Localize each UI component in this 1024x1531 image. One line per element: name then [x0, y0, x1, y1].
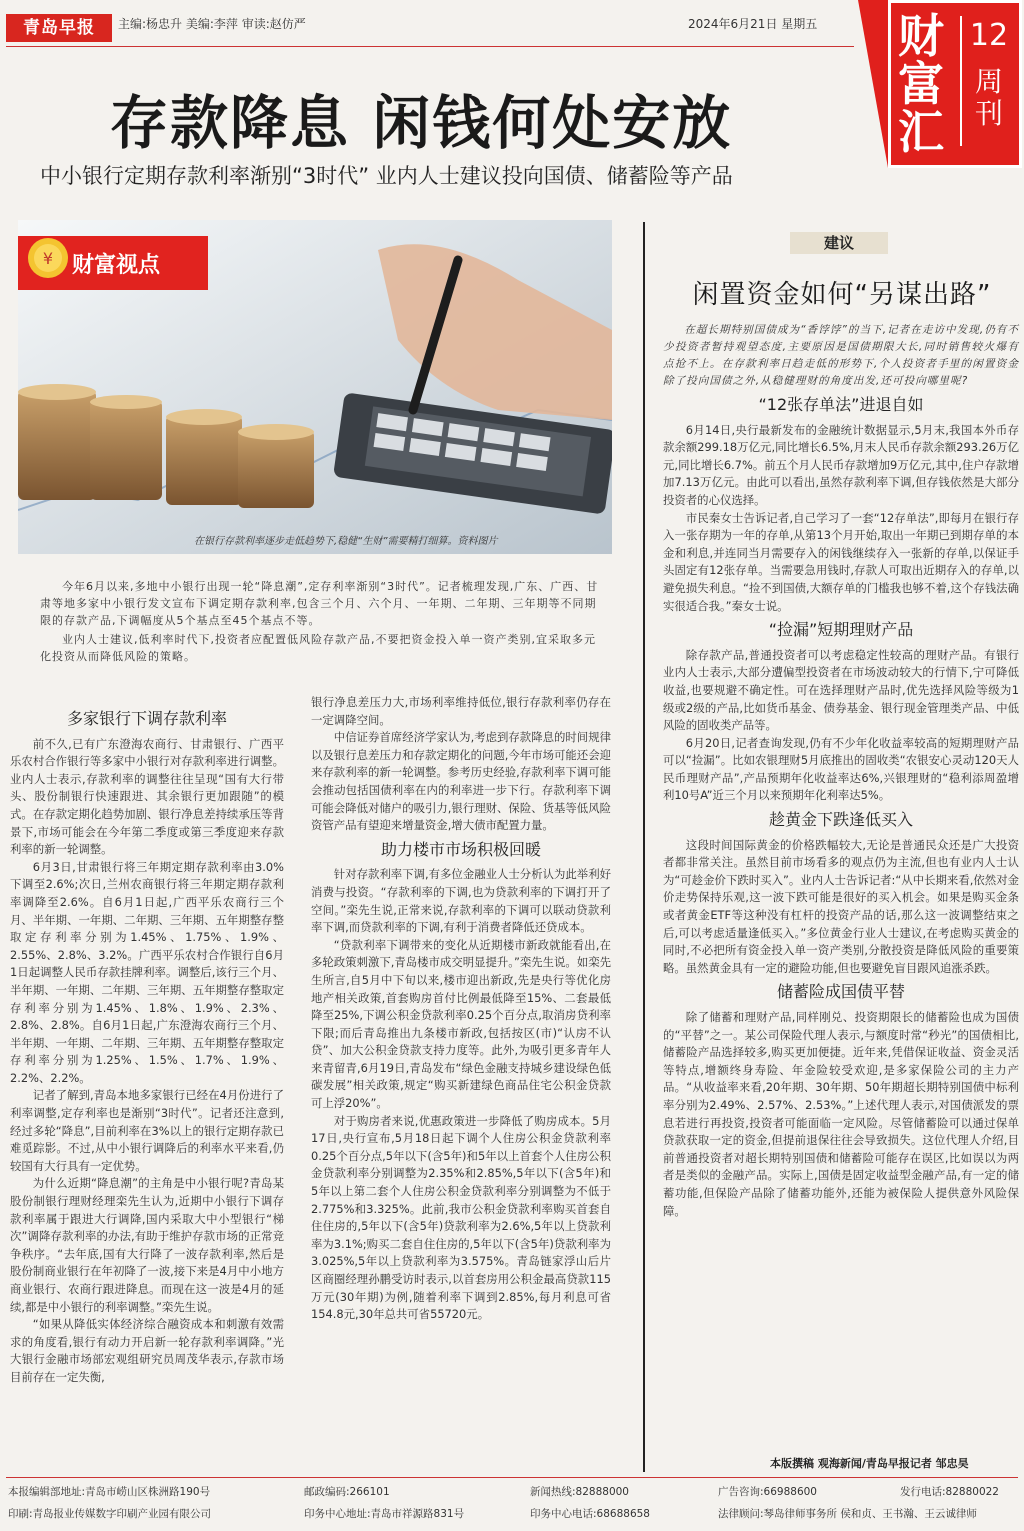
- body-para: 6月3日,甘肃银行将三年期定期存款利率由3.0%下调至2.6%;次日,兰州农商银行将三年期定期存款利率调降至2.6%。自6月1日起,广西平乐农商行三个月、半年期、一年期、二年期、三年期、五年期整存整取定存利率分别为1.45%、1.75%、1.9%、2.55%、2.8%、3.2%。广西平乐农村合作银行自6月1日起调整人民币存款挂牌利率。调整后,该行三个月、半年期、一年期、二年期、三年期、五年期整存整取定存利率分别为1.45%、1.8%、1.9%、2.3%、2.8%、2.8%。自6月1日起,广东澄海农商行三个月、半年期、一年期、二年期、三年期、五年期整存整取定存利率分别为1.25%、1.5%、1.7%、1.9%、2.2%、2.2%。: [10, 859, 284, 1085]
- body-para: 6月14日,央行最新发布的金融统计数据显示,5月末,我国本外币存款余额299.18万亿元,同比增长6.5%,月末人民币存款余额293.26万亿元,同比增长6.7%。前五个月人民币存款增加9万亿元,其中,住户存款增加7.13万亿元。由此可以看出,虽然存款利率下调,但存钱依然是大部分投资者的心仪选择。: [663, 422, 1019, 507]
- footer-hotline: 新闻热线:82888000: [530, 1486, 629, 1498]
- intro-para: 今年6月以来,多地中小银行出现一轮“降息潮”,定存利率渐别“3时代”。记者梳理发现,广东、广西、甘肃等地多家中小银行发文宣布下调定期存款利率,包含三个月、六个月、一年期、二年期、三年期等不同期限的存款产品,下调幅度从5个基点至45个基点不等。: [40, 580, 599, 627]
- section-heading: “12张存单法”进退自如: [758, 395, 924, 414]
- sidebar-lead: 在超长期特别国债成为“香饽饽”的当下,记者在走访中发现,仍有不少投资者暂持观望态度,主要原因是国债期限大长,同时销售较火爆有点抢不上。在存款利率日趋走低的形势下,个人投资者手里的闲置资金除了投向国债之外,从稳健理财的角度出发,还可投向哪里呢?: [663, 324, 1019, 387]
- section-brand-name: 财富汇: [898, 9, 944, 159]
- footer-postcode: 邮政编码:266101: [304, 1486, 390, 1498]
- footer-printer: 印刷:青岛报业传媒数字印刷产业园有限公司: [8, 1508, 212, 1520]
- body-para: “贷款利率下调带来的变化从近期楼市新政就能看出,在多轮政策刺激下,青岛楼市成交明显提升。”栾先生说。如栾先生所言,自5月中下旬以来,楼市迎出新政,先是央行等优化房地产相关政策,首套购房首付比例最低降至15%、二套最低降至25%,下调公积金贷款利率0.25个百分点,取消房贷利率下限;而后青岛推出九条楼市新政,包括按区(市)“认房不认贷”、加大公积金贷款支持力度等。此外,为吸引更多青年人来青留青,6月19日,青岛发布“绿色金融支持城乡建设绿色低碳发展”相关政策,规定“购买新建绿色商品住宅公积金贷款可上浮20%”。: [311, 937, 611, 1111]
- body-para: 银行净息差压力大,市场利率维持低位,银行存款利率仍存在一定调降空间。: [311, 695, 611, 727]
- footer-print-address: 印务中心地址:青岛市祥源路831号: [304, 1508, 465, 1520]
- body-para: 前不久,已有广东澄海农商行、甘肃银行、广西平乐农村合作银行等多家中小银行对存款利率进行调整。业内人士表示,存款利率的调整往往呈现“国有大行带头、股份制银行快速跟进、其余银行更加跟随”的模式。在存款定期化趋势加剧、银行净息差持续承压等背景下,市场可能会在今年第二季度或第三季度迎来存款利率的新一轮调整。: [10, 736, 284, 857]
- footer-rule: [6, 1477, 1018, 1478]
- footer-ad-phone: 广告咨询:66988600: [718, 1486, 817, 1498]
- newspaper-logo: 青岛早报: [6, 14, 112, 42]
- body-para: 除了储蓄和理财产品,同样刚兑、投资期限长的储蓄险也成为国债的“平替”之一。某公司保险代理人表示,与额度时常“秒光”的国债相比,储蓄险产品选择较多,购买更加便捷。近年来,凭借保证收益、资金灵活等特点,增额终身寿险、年金险较受欢迎,是多家保险公司的主力产品。“从收益率来看,20年期、30年期、50年期超长期特别国债中标利率分别为2.49%、2.57%、2.53%。”上述代理人表示,对国债派发的票息若进行再投资,投资者可能面临一定风险。尽管储蓄险可以通过保单贷款获取一定的资金,但提前退保往往会导致损失。这位代理人介绍,目前普通投资者对超长期特别国债和储蓄险可能存在误区,比如误以为两者是类似的金融产品。实际上,国债是固定收益型金融产品,有一定的储蓄功能,但保险产品除了储蓄功能外,还能为被保险人提供意外风险保障。: [663, 1010, 1019, 1218]
- top-rule: [6, 46, 854, 47]
- intro-lede: [40, 578, 600, 667]
- suggestion-tag: 建议: [790, 232, 888, 254]
- section-heading: 趁黄金下跌逢低买入: [768, 810, 913, 830]
- body-para: 这段时间国际黄金的价格跌幅较大,无论是普通民众还是广大投资者都非常关注。虽然目前市场看多的观点仍为主流,但也有业内人士认为“可趁金价下跌时买入”。业内人士告诉记者:“从中长期来看,依然对金价走势保持乐观,这一波下跌可能是很好的买入机会。如果是购买金条或者黄金ETF等这种没有杠杆的投资产品的话,那么这一波调整结束之后,可以考虑适量逢低买入。”多位黄金行业人士建议,在考虑购买黄金的同时,不必把所有资金投入单一资产类别,分散投资是降低风险的重要策略。虽然黄金具有一定的避险功能,但也要避免盲目跟风追涨杀跌。: [663, 837, 1019, 975]
- intro-para: 业内人士建议,低利率时代下,投资者应配置低风险存款产品,不要把资金投入单一资产类别,宜采取多元化投资从而降低风险的策略。: [40, 633, 596, 663]
- body-para: 除存款产品,普通投资者可以考虑稳定性较高的理财产品。有银行业内人士表示,大部分遭偏型投资者在市场波动较大的行情下,宁可降低收益,也要规避不确定性。可在选择理财产品时,优先选择风险等级为1级或2级的产品,比如货币基金、债券基金、银行现金管理类产品、中低风险的固收类产品等。: [663, 647, 1019, 733]
- page-number: 12: [969, 18, 1009, 53]
- subheadline: 中小银行定期存款利率渐别“3时代” 业内人士建议投向国债、储蓄险等产品: [40, 164, 733, 188]
- brand-notch: [858, 0, 888, 168]
- headline: 存款降息 闲钱何处安放: [110, 89, 733, 157]
- body-para: 中信证券首席经济学家认为,考虑到存款降息的时间规律以及银行息差压力和存款定期化的问题,今年市场可能还会迎来存款利率的新一轮调整。参考历史经验,存款利率下调可能会推动包括国债利率在内的利率进一步下行。存款利率下调可能会降低对储户的吸引力,银行理财、保险、货基等低风险资管产品有望迎来增量资金,增大债市配置力量。: [311, 730, 611, 833]
- footer-address: 本报编辑部地址:青岛市崂山区株洲路190号: [8, 1486, 211, 1498]
- photo-badge-label: 财富视点: [72, 253, 161, 278]
- section-heading: 助力楼市市场积极回暖: [380, 839, 541, 859]
- body-para: 对于购房者来说,优惠政策进一步降低了购房成本。5月17日,央行宣布,5月18日起下调个人住房公积金贷款利率0.25个百分点,5年以下(含5年)和5年以上首套个人住房公积金贷款利率分别调整为2.35%和2.85%,5年以下(含5年)和5年以上第二套个人住房公积金贷款利率分别调整为不低于2.775%和3.325%。此前,我市公积金贷款利率购买首套自住住房的,5年以下(含5年)贷款利率为2.6%,5年以上贷款利率为3.1%;购买二套自住住房的,5年以下(含5年)贷款利率为3.025%,5年以上贷款利率为3.575%。青岛链家浮山后片区商圈经理孙鹏受访时表示,以首套房用公积金最高贷款115万元(30年期)为例,随着利率下调到2.85%,每月利息可省154.8元,30年总共可省55720元。: [311, 1113, 611, 1322]
- section-heading: 多家银行下调存款利率: [66, 709, 227, 728]
- body-para: 针对存款利率下调,有多位金融业人士分析认为此举利好消费与投资。“存款利率的下调,也为贷款利率的下调打开了空间。”栾先生说,正常来说,存款利率的下调可以联动贷款利率下调,而贷款利率的下调,有利于消费者降低还贷成本。: [311, 867, 611, 935]
- footer-distribution-phone: 发行电话:82880022: [900, 1486, 999, 1498]
- weekly-label: 周刊: [974, 65, 1003, 130]
- staff-credits: 主编:杨忠升 美编:李萍 审读:赵仿严: [118, 17, 306, 31]
- body-para: 市民秦女士告诉记者,自己学习了一套“12存单法”,即每月在银行存入一张存期为一年的存单,从第13个月开始,取出一年期已到期存单的本金和利息,并连同当月需要存入的闲钱继续存入一张新的存单,以保证手头固定有12张存单。当需要急用钱时,存款人可取出近期存入的存单,以避免损失利息。“捡不到国债,大额存单的门槛我也够不着,这个存钱法确实很适合我。”秦女士说。: [663, 510, 1019, 613]
- section-heading: “捡漏”短期理财产品: [768, 620, 914, 640]
- body-para: 6月20日,记者查询发现,仍有不少年化收益率较高的短期理财产品可以“捡漏”。比如农银理财5月底推出的固收类“农银安心灵动120天人民币理财产品”,产品预期年化收益率达6%,兴银理财的“稳利添周盈增利10号A”近三个月以来预期年化利率达5%。: [663, 735, 1019, 803]
- article-column-1: [10, 704, 284, 1387]
- svg-text:¥: ¥: [42, 249, 54, 268]
- body-para: “如果从降低实体经济综合融资成本和刺激有效需求的角度看,银行有动力开启新一轮存款利率调降。”光大银行金融市场部宏观组研究员周茂华表示,存款市场目前存在一定失衡,: [10, 1317, 284, 1384]
- article-column-3: [663, 322, 1019, 1220]
- footer-print-phone: 印务中心电话:68688658: [530, 1508, 650, 1520]
- article-column-2: [311, 694, 611, 1324]
- sidebar-title: 闲置资金如何“另谋出路”: [692, 280, 992, 310]
- body-para: 为什么近期“降息潮”的主角是中小银行呢?青岛某股份制银行理财经理栾先生认为,近期中小银行下调存款利率属于跟进大行调降,国内采取大中小型银行“梯次”调降存款利率的办法,有助于维护存款市场的正常竞争秩序。“去年底,国有大行降了一波存款利率,然后是股份制商业银行在年初降了一波,接下来是4月中小地方商业银行、农商行跟进降息。而现在这一波是4月的延续,都是中小银行的利率调整。”栾先生说。: [10, 1176, 284, 1314]
- byline: 本版撰稿 观海新闻/青岛早报记者 邹忠昊: [770, 1457, 969, 1470]
- footer-legal: 法律顾问:琴岛律师事务所 侯和贞、王书瀚、王云诚律师: [718, 1508, 977, 1520]
- section-heading: 储蓄险成国债平替: [776, 982, 905, 1002]
- column-divider: [643, 222, 645, 1472]
- issue-date: 2024年6月21日 星期五: [688, 17, 818, 31]
- body-para: 记者了解到,青岛本地多家银行已经在4月份进行了利率调整,定存利率也是渐别“3时代”。记者还注意到,经过多轮“降息”,目前利率在3%以上的银行定期存款已难觅踪影。不过,从中小银行调降后的利率水平来看,仍较国有大行具有一定优势。: [10, 1088, 284, 1173]
- photo-caption: 在银行存款利率逐步走低趋势下,稳健“生财”需要精打细算。资料图片: [194, 536, 498, 547]
